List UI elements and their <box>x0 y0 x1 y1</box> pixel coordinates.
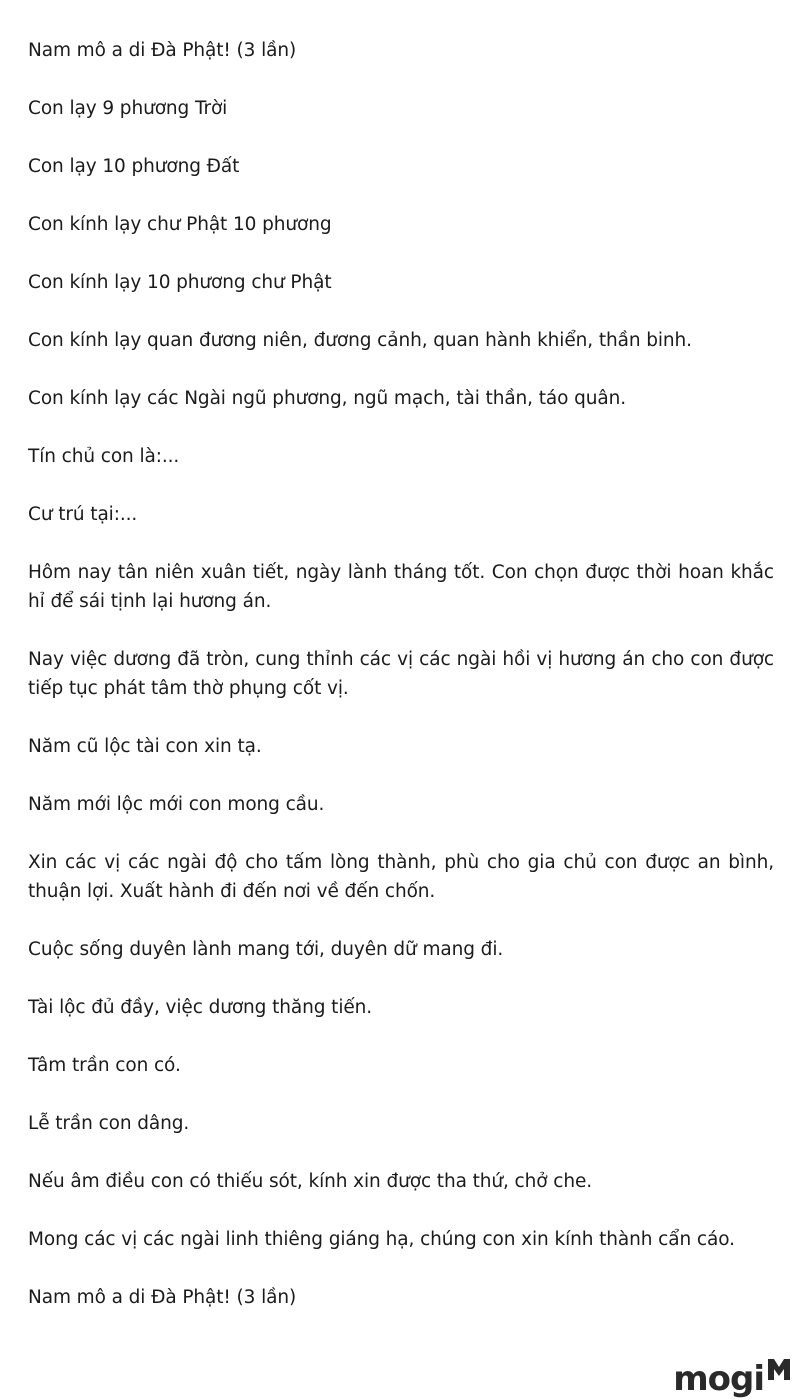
paragraph: Năm cũ lộc tài con xin tạ. <box>28 736 262 757</box>
paragraph: Con kính lạy các Ngài ngũ phương, ngũ mạch, tài thần, táo quân. <box>28 388 627 409</box>
paragraph: Nếu âm điều con có thiếu sót, kính xin được tha thứ, chở che. <box>28 1171 593 1192</box>
paragraph: Tâm trần con có. <box>28 1055 181 1076</box>
paragraph: Lễ trần con dâng. <box>28 1113 190 1134</box>
paragraph: Cuộc sống duyên lành mang tới, duyên dữ mang đi. <box>28 939 504 960</box>
mogi-logo <box>673 1356 792 1399</box>
paragraph: Nam mô a di Đà Phật! (3 lần) <box>28 1287 297 1308</box>
prayer-document <box>28 36 774 1341</box>
paragraph: Con lạy 9 phương Trời <box>28 98 228 119</box>
paragraph: Cư trú tại:... <box>28 504 138 525</box>
paragraph: Mong các vị các ngài linh thiêng giáng hạ, chúng con xin kính thành cẩn cáo. <box>28 1229 735 1250</box>
paragraph: Tín chủ con là:... <box>28 446 180 467</box>
paragraph: Nay việc dương đã tròn, cung thỉnh các vị các ngài hồi vị hương án cho con được tiếp tục phát tâm thờ phụng cốt vị. <box>28 649 774 699</box>
paragraph: Năm mới lộc mới con mong cầu. <box>28 794 325 815</box>
paragraph: Tài lộc đủ đầy, việc dương thăng tiến. <box>28 997 373 1018</box>
logo-text: mogi <box>673 1359 764 1399</box>
paragraph: Nam mô a di Đà Phật! (3 lần) <box>28 40 297 61</box>
mogi-logo-mark-icon <box>766 1356 792 1382</box>
paragraph: Con kính lạy 10 phương chư Phật <box>28 272 332 293</box>
paragraph: Xin các vị các ngài độ cho tấm lòng thành, phù cho gia chủ con được an bình, thuận lợi. Xuất hành đi đến nơi về đến chốn. <box>28 852 774 902</box>
paragraph: Con kính lạy chư Phật 10 phương <box>28 214 332 235</box>
paragraph: Hôm nay tân niên xuân tiết, ngày lành tháng tốt. Con chọn được thời hoan khắc hỉ để sái tịnh lại hương án. <box>28 562 774 612</box>
paragraph: Con lạy 10 phương Đất <box>28 156 240 177</box>
paragraph: Con kính lạy quan đương niên, đương cảnh, quan hành khiển, thần binh. <box>28 330 692 351</box>
